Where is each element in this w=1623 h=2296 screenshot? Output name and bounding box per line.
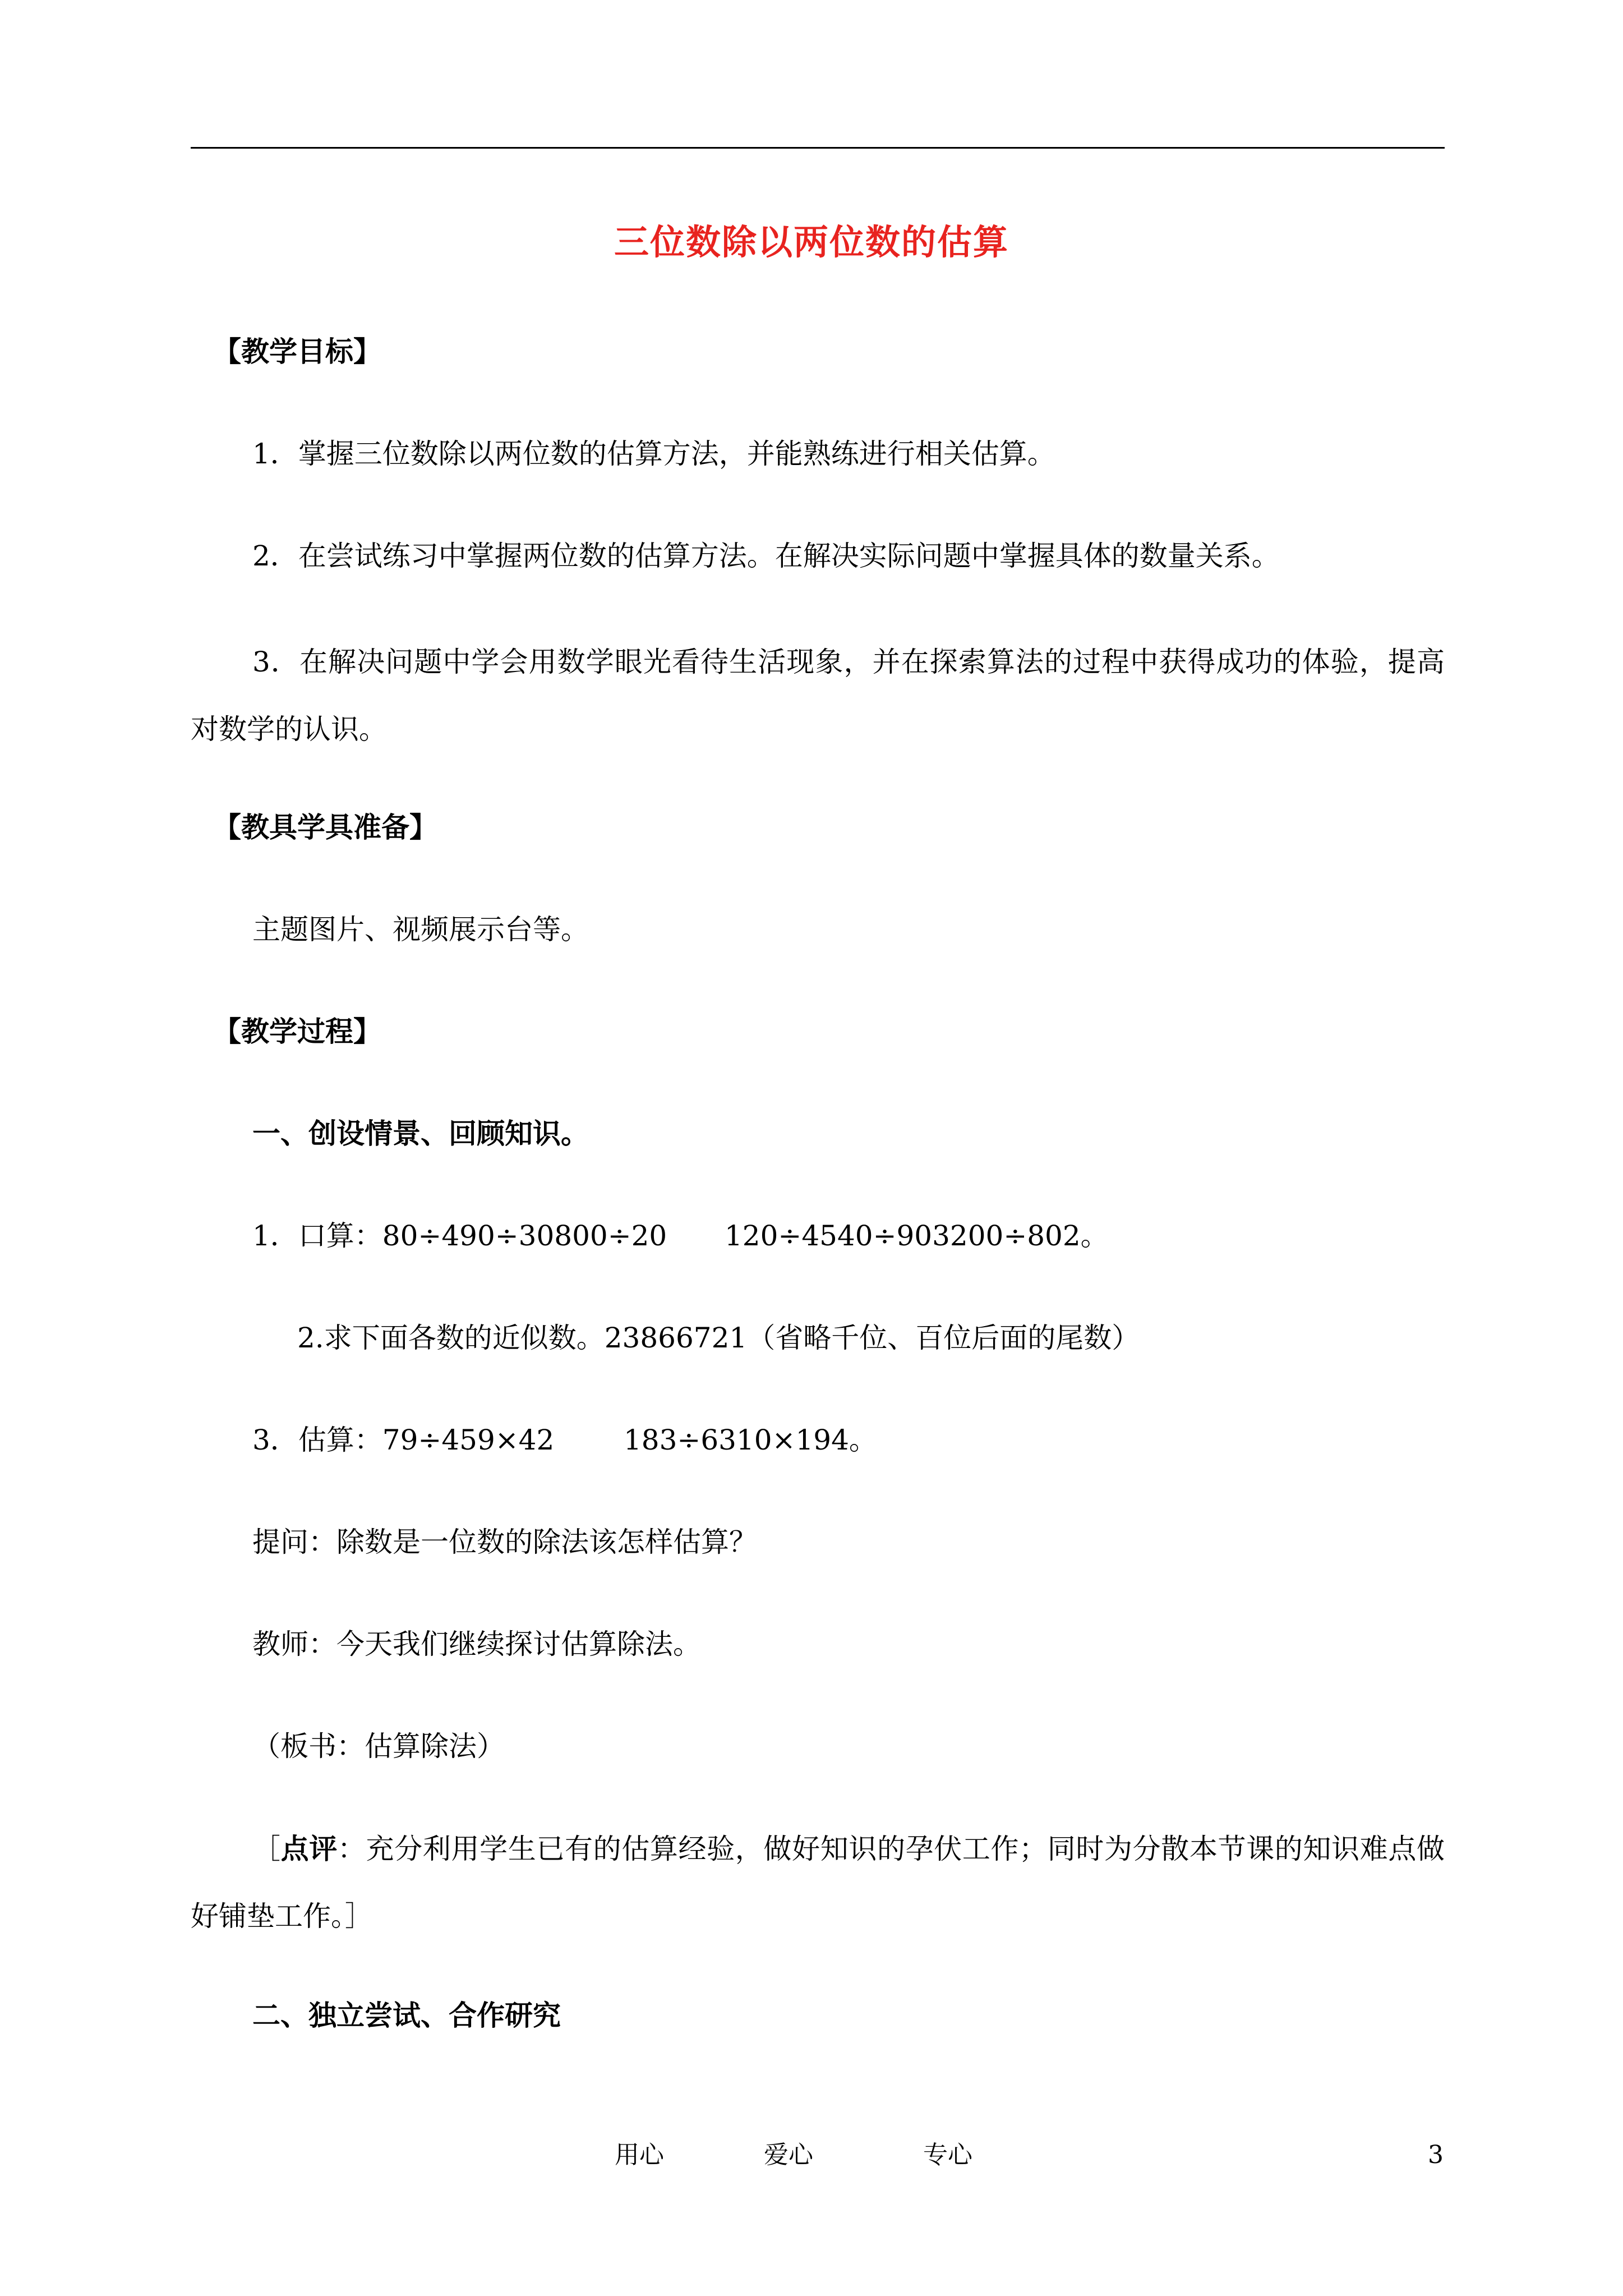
- header-rule: [191, 147, 1445, 149]
- goals-heading: 【教学目标】: [213, 335, 381, 368]
- oral-calc-left: 1．口算：80÷490÷30800÷20: [252, 1220, 667, 1252]
- estimate-right: 183÷6310×194。: [624, 1424, 877, 1456]
- comment-label: 点评: [280, 1832, 338, 1865]
- process-heading: 【教学过程】: [213, 1015, 381, 1048]
- goal-item-1: 1．掌握三位数除以两位数的估算方法，并能熟练进行相关估算。: [252, 438, 1055, 470]
- goal-item-2: 2．在尝试练习中掌握两位数的估算方法。在解决实际问题中掌握具体的数量关系。: [252, 540, 1280, 572]
- materials-heading: 【教具学具准备】: [213, 811, 437, 844]
- teacher-text: 教师：今天我们继续探讨估算除法。: [252, 1628, 701, 1660]
- materials-text: 主题图片、视频展示台等。: [252, 913, 589, 946]
- footer-word-3: 专心: [923, 2141, 972, 2169]
- document-title: 三位数除以两位数的估算: [614, 222, 1009, 263]
- part2-heading: 二、独立尝试、合作研究: [252, 1999, 561, 2032]
- footer-word-2: 爱心: [764, 2141, 813, 2169]
- goal-item-3: 3．在解决问题中学会用数学眼光看待生活现象，并在探索算法的过程中获得成功的体验，提高对数学的认识。: [191, 646, 1445, 746]
- comment-paragraph: [191, 1815, 1445, 1950]
- oral-calc-right: 120÷4540÷903200÷802。: [725, 1220, 1109, 1252]
- page-number: 3: [1428, 2141, 1444, 2169]
- comment-open-bracket: ［: [252, 1833, 281, 1865]
- question-text: 提问：除数是一位数的除法该怎样估算？: [252, 1526, 757, 1558]
- estimate-left: 3．估算：79÷459×42: [252, 1424, 555, 1456]
- footer-word-1: 用心: [615, 2141, 664, 2169]
- board-note: （板书：估算除法）: [252, 1730, 505, 1763]
- part1-heading: 一、创设情景、回顾知识。: [252, 1117, 589, 1150]
- approximation-task: 2.求下面各数的近似数。23866721（省略千位、百位后面的尾数）: [297, 1322, 1140, 1354]
- comment-text: ：充分利用学生已有的估算经验，做好知识的孕伏工作；同时为分散本节课的知识难点做好铺垫工作。］: [191, 1833, 1445, 1932]
